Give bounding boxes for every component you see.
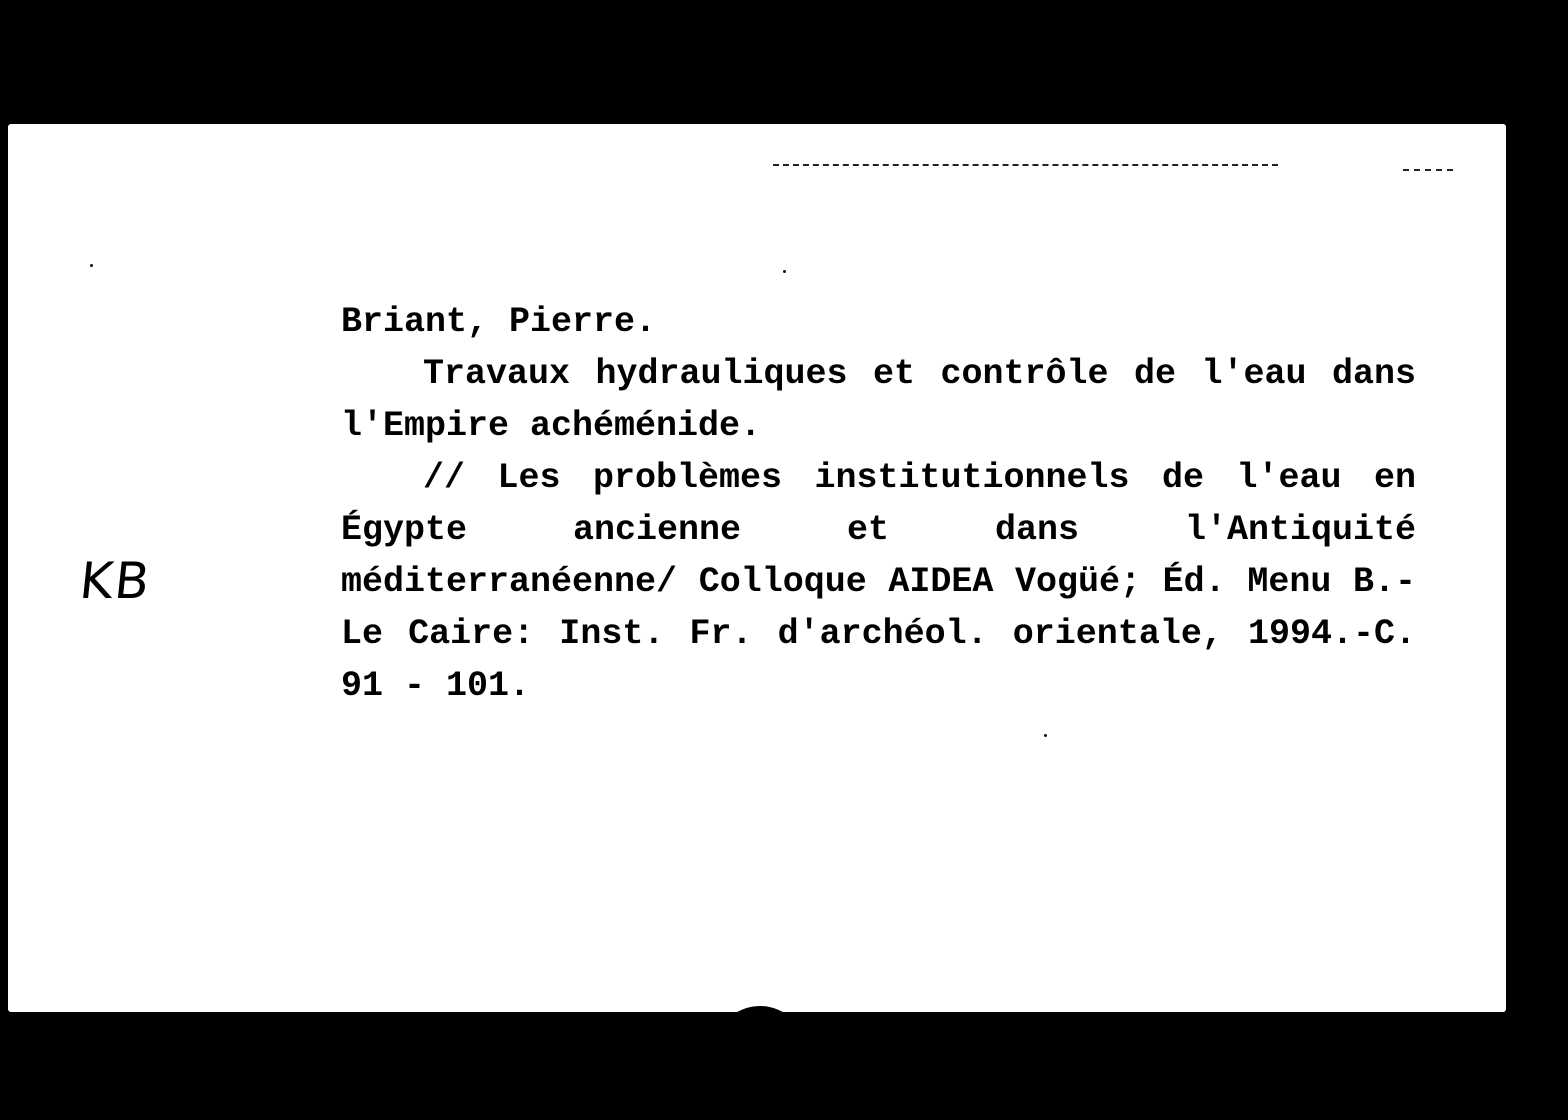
scan-speck <box>90 264 93 267</box>
scan-speck <box>783 270 786 273</box>
catalog-card <box>8 124 1506 1120</box>
bibliographic-entry <box>341 296 1416 712</box>
author-heading: Briant, Pierre. <box>341 302 657 342</box>
scan-speck <box>1044 734 1047 737</box>
top-dashed-rule-short <box>1403 169 1453 171</box>
work-title: Travaux hydrauliques et contrôle de l'eau dans l'Empire achéménide. <box>341 354 1416 446</box>
source-description: // Les problèmes institutionnels de l'eau en Égypte ancienne et dans l'Antiquité méditerranéenne/ Colloque AIDEA Vogüé; Éd. Menu B.- Le Caire: Inst. Fr. d'archéol. orientale, 1994.-C. 91 - 101. <box>341 458 1416 706</box>
punched-hole <box>714 1006 806 1098</box>
handwritten-initials: KB <box>76 552 155 610</box>
top-dashed-rule <box>773 164 1278 166</box>
handwritten-call-number: B21E3-28 <box>22 1048 356 1120</box>
